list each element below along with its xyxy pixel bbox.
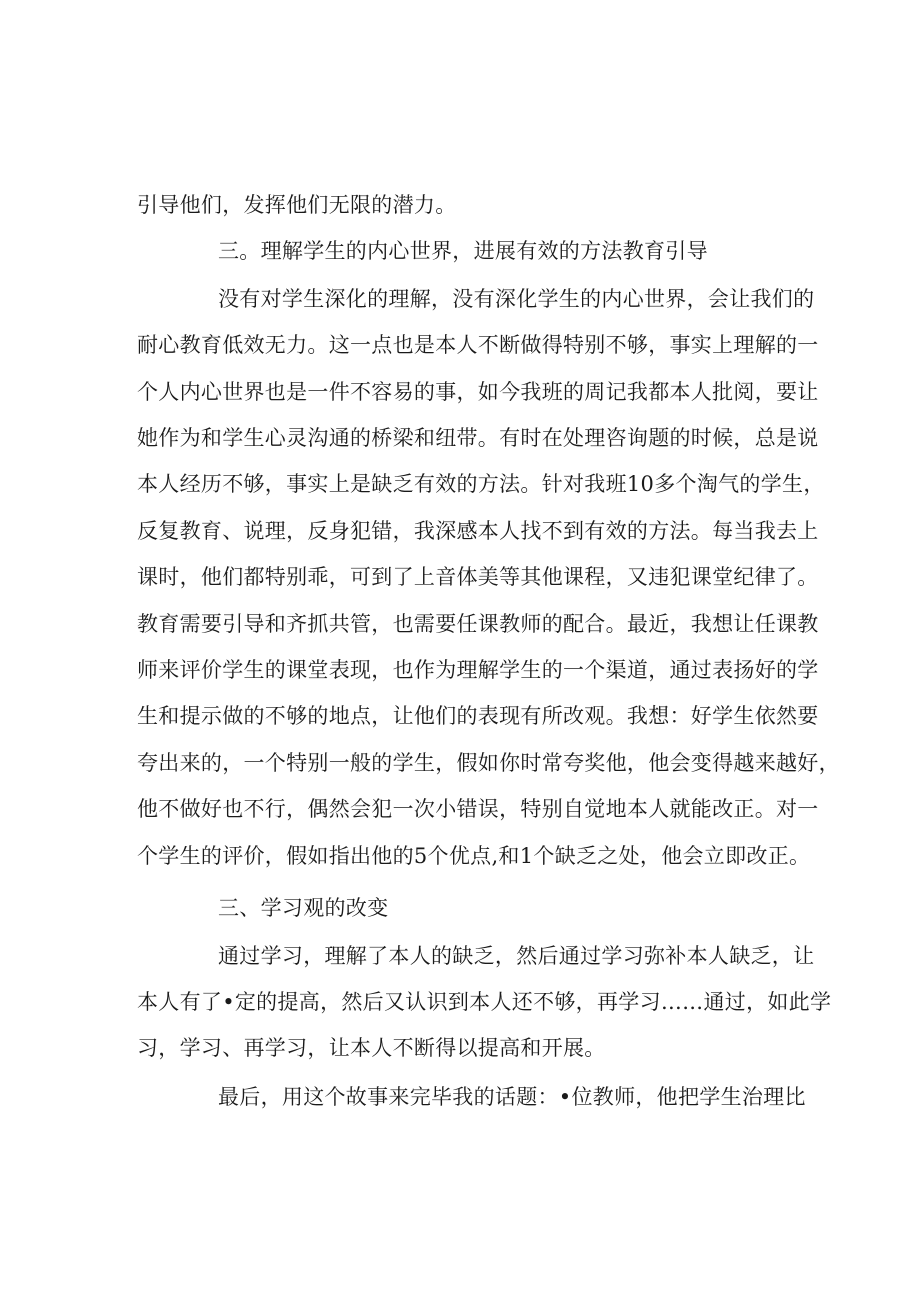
- text-line: 本人有了•定的提高，然后又认识到本人还不够，再学习……通过，如此学: [137, 990, 832, 1014]
- text-line: 耐心教育低效无力。这一点也是本人不断做得特别不够，事实上理解的一: [137, 333, 819, 357]
- text-line: 教育需要引导和齐抓共管，也需要任课教师的配合。最近，我想让任课教: [137, 612, 819, 636]
- text-line: 本人经历不够，事实上是缺乏有效的方法。针对我班10多个淘气的学生，: [137, 472, 825, 496]
- text-line: 习，学习、再学习，让本人不断得以提高和开展。: [137, 1036, 606, 1060]
- text-line: 个人内心世界也是一件不容易的事，如今我班的周记我都本人批阅，要让: [137, 380, 819, 404]
- text-line: 他不做好也不行，偶然会犯一次小错误，特别自觉地本人就能改正。对一: [137, 797, 819, 821]
- section-heading: 三、学习观的改变: [218, 896, 389, 920]
- text-line: 最后，用这个故事来完毕我的话题：•位教师，他把学生治理比: [218, 1085, 806, 1109]
- text-line: 通过学习，理解了本人的缺乏，然后通过学习弥补本人缺乏，让: [218, 944, 815, 968]
- text-line: 引导他们，发挥他们无限的潜力。: [137, 193, 457, 217]
- text-line: 课时，他们都特别乖，可到了上音体美等其他课程，又违犯课堂纪律了。: [137, 565, 819, 589]
- text-line: 没有对学生深化的理解，没有深化学生的内心世界，会让我们的: [218, 287, 815, 311]
- text-line: 生和提示做的不够的地点，让他们的表现有所改观。我想：好学生依然要: [137, 704, 819, 728]
- text-line: 师来评价学生的课堂表现，也作为理解学生的一个渠道，通过表扬好的学: [137, 658, 819, 682]
- section-heading: 三。理解学生的内心世界，进展有效的方法教育引导: [218, 239, 708, 263]
- text-line: 反复教育、说理，反身犯错，我深感本人找不到有效的方法。每当我去上: [137, 519, 819, 543]
- text-line: 夸出来的，一个特别一般的学生，假如你时常夸奖他，他会变得越来越好，: [137, 751, 840, 775]
- text-line: 她作为和学生心灵沟通的桥梁和纽带。有时在处理咨询题的时候，总是说: [137, 426, 819, 450]
- text-line: 个学生的评价，假如指出他的5个优点,和1个缺乏之处，他会立即改正。: [137, 844, 811, 868]
